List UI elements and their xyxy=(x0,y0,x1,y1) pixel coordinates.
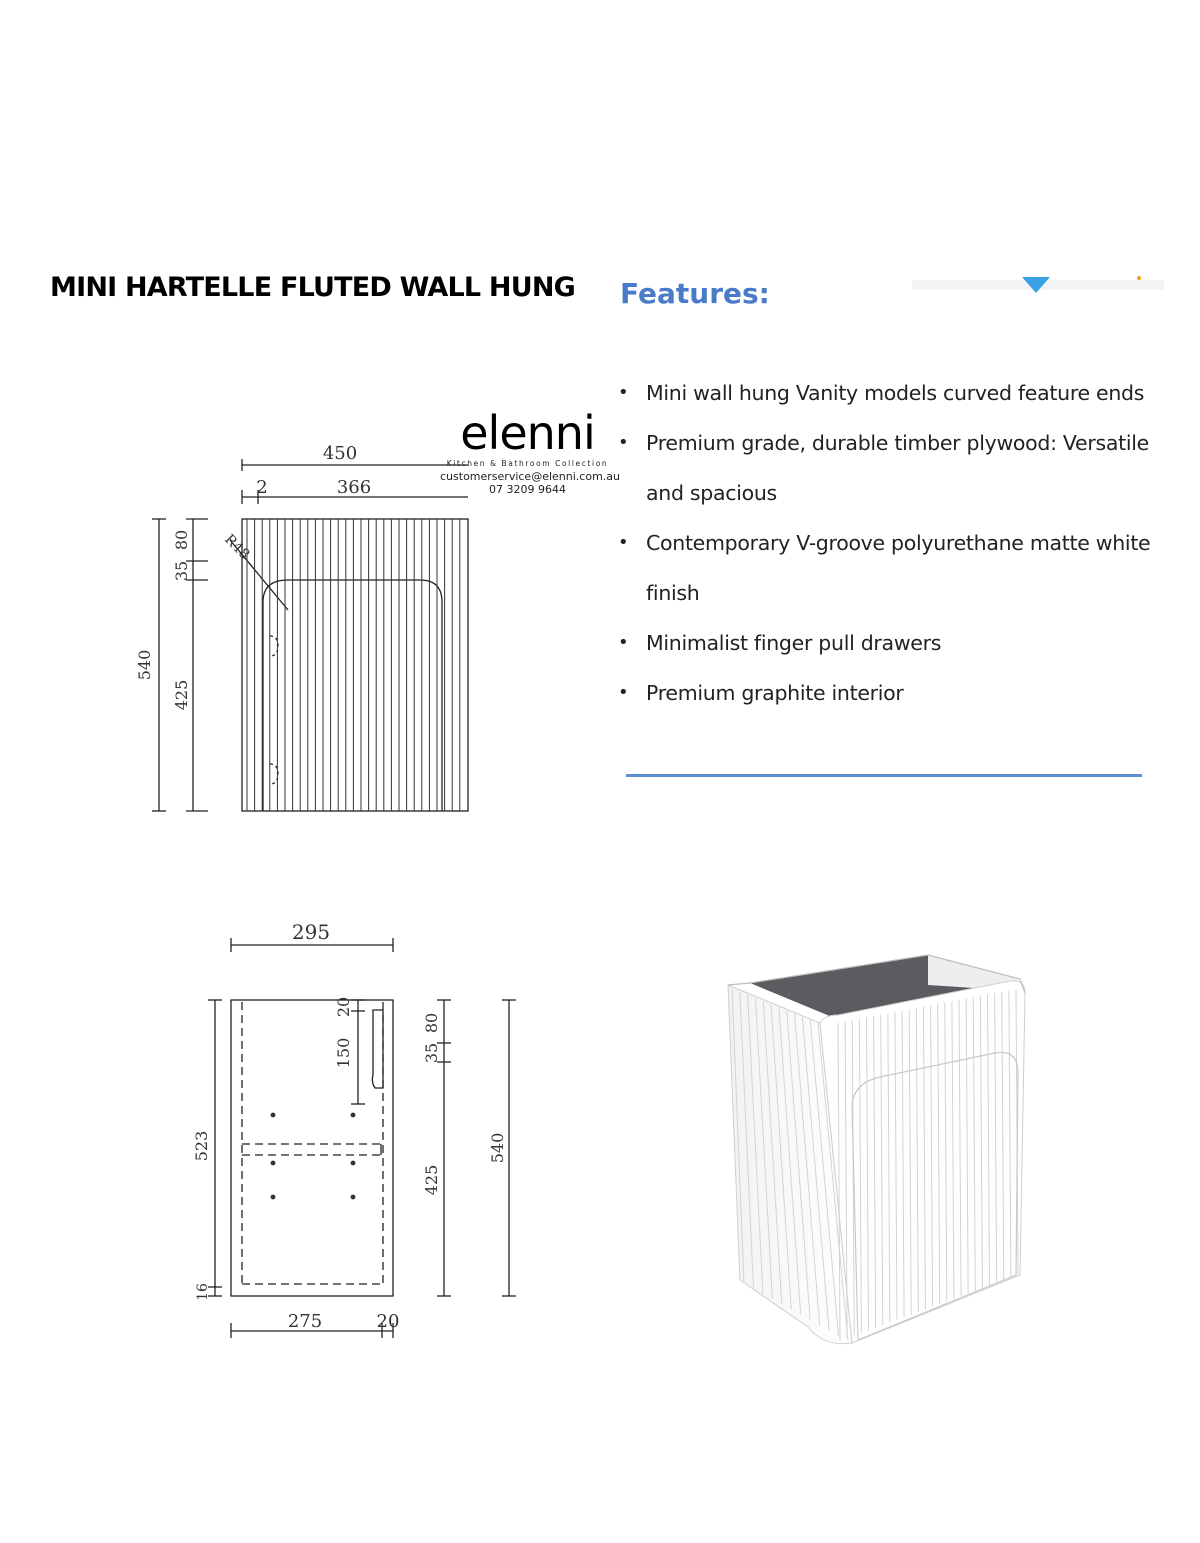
divider xyxy=(626,774,1142,777)
dim-height-total: 540 xyxy=(135,649,154,681)
logo-tagline: Kitchen & Bathroom Collection xyxy=(446,459,609,468)
dim-depth-total: 295 xyxy=(291,920,331,944)
features-list xyxy=(618,368,1178,718)
features-heading: Features: xyxy=(620,277,770,310)
feature-item: • Minimalist finger pull drawers xyxy=(618,631,942,655)
chevron-down-icon xyxy=(1018,276,1054,296)
product-image xyxy=(720,945,1050,1365)
contact-phone: 07 3209 9644 xyxy=(489,483,566,496)
dim-pull-height: 150 xyxy=(334,1037,353,1069)
product-title: MINI HARTELLE FLUTED WALL HUNG xyxy=(50,272,575,303)
dim-top-gap: 20 xyxy=(334,996,353,1018)
front-elevation-drawing xyxy=(130,430,480,820)
feature-item: • Contemporary V-groove polyurethane matte white finish xyxy=(618,531,1151,605)
dot-icon xyxy=(1136,275,1142,281)
dim-top-band: 80 xyxy=(422,1012,441,1034)
dim-inner-width: 366 xyxy=(336,477,372,498)
logo-wordmark: elenni xyxy=(460,406,595,460)
mounting-holes xyxy=(271,1113,356,1200)
dim-width-total: 450 xyxy=(322,443,358,464)
dim-depth-inner: 275 xyxy=(287,1311,323,1332)
feature-item: • Mini wall hung Vanity models curved feature ends xyxy=(618,381,1145,405)
contact-email: customerservice@elenni.com.au xyxy=(440,470,620,483)
dim-height-inner: 523 xyxy=(192,1130,211,1162)
dim-top-band: 80 xyxy=(172,529,191,551)
flute-lines xyxy=(247,519,460,811)
dim-gap: 35 xyxy=(422,1042,441,1064)
feature-item: • Premium grade, durable timber plywood: Versatile and spacious xyxy=(618,431,1149,505)
dim-back-panel: 20 xyxy=(376,1311,400,1332)
dim-inner-offset: 2 xyxy=(256,477,268,498)
dim-radius: R48 xyxy=(221,531,253,563)
dim-gap: 35 xyxy=(172,560,191,582)
dim-base: 16 xyxy=(195,1283,211,1301)
side-elevation-drawing xyxy=(185,910,525,1340)
dim-height-total: 540 xyxy=(488,1132,507,1164)
dim-drawer-height: 425 xyxy=(422,1164,441,1196)
dim-drawer-height: 425 xyxy=(172,679,191,711)
feature-item: • Premium graphite interior xyxy=(618,681,904,705)
